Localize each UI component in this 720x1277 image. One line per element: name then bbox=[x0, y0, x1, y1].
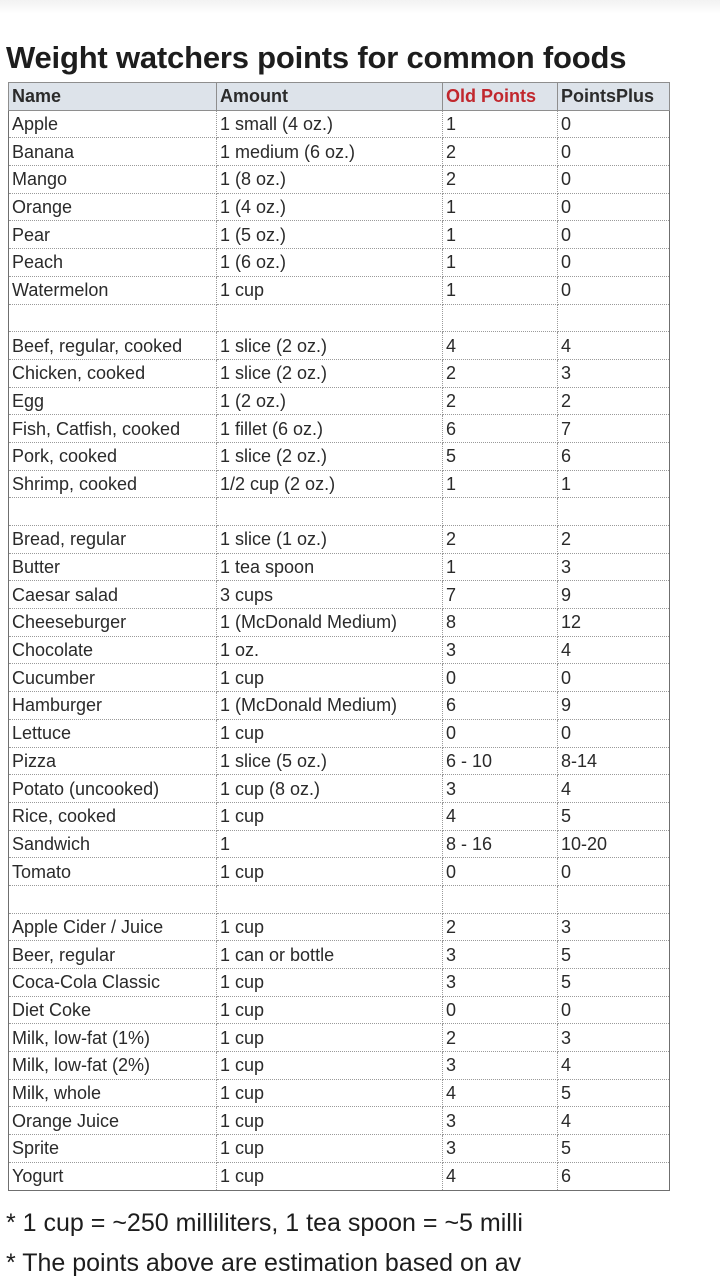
header-points-plus: PointsPlus bbox=[558, 83, 670, 111]
cell-points-plus: 0 bbox=[558, 719, 670, 747]
cell-amount: 1 cup bbox=[217, 1024, 443, 1052]
cell-old-points: 1 bbox=[443, 193, 558, 221]
cell-amount: 1 fillet (6 oz.) bbox=[217, 415, 443, 443]
table-row bbox=[9, 470, 670, 498]
points-table-wrap bbox=[8, 82, 669, 1191]
table-row bbox=[9, 1107, 670, 1135]
cell-old-points: 3 bbox=[443, 969, 558, 997]
cell-points-plus: 0 bbox=[558, 996, 670, 1024]
cell-points-plus: 4 bbox=[558, 1052, 670, 1080]
cell-name: Hamburger bbox=[9, 692, 217, 720]
table-row bbox=[9, 332, 670, 360]
table-row bbox=[9, 1024, 670, 1052]
cell-points-plus: 5 bbox=[558, 941, 670, 969]
cell-name: Sprite bbox=[9, 1135, 217, 1163]
cell-old-points: 1 bbox=[443, 470, 558, 498]
cell-points-plus: 6 bbox=[558, 442, 670, 470]
cell-name: Yogurt bbox=[9, 1162, 217, 1190]
table-row bbox=[9, 1079, 670, 1107]
cell-points-plus bbox=[558, 304, 670, 332]
cell-amount: 1 medium (6 oz.) bbox=[217, 138, 443, 166]
cell-old-points: 3 bbox=[443, 1107, 558, 1135]
cell-name: Pizza bbox=[9, 747, 217, 775]
cell-name: Rice, cooked bbox=[9, 802, 217, 830]
cell-amount: 1 cup bbox=[217, 1107, 443, 1135]
cell-points-plus: 0 bbox=[558, 249, 670, 277]
table-row bbox=[9, 304, 670, 332]
cell-points-plus: 9 bbox=[558, 692, 670, 720]
cell-old-points: 3 bbox=[443, 775, 558, 803]
table-row bbox=[9, 1052, 670, 1080]
cell-old-points: 2 bbox=[443, 913, 558, 941]
table-row bbox=[9, 636, 670, 664]
cell-old-points: 0 bbox=[443, 996, 558, 1024]
table-row bbox=[9, 415, 670, 443]
cell-points-plus: 3 bbox=[558, 359, 670, 387]
cell-amount: 1 (8 oz.) bbox=[217, 166, 443, 194]
cell-old-points: 2 bbox=[443, 359, 558, 387]
cell-amount: 1 (2 oz.) bbox=[217, 387, 443, 415]
footnote-2: * The points above are estimation based on av bbox=[6, 1249, 522, 1277]
cell-old-points: 2 bbox=[443, 1024, 558, 1052]
cell-amount: 1 cup bbox=[217, 996, 443, 1024]
cell-amount: 1 small (4 oz.) bbox=[217, 110, 443, 138]
cell-points-plus: 0 bbox=[558, 276, 670, 304]
table-row bbox=[9, 747, 670, 775]
cell-old-points: 2 bbox=[443, 526, 558, 554]
cell-name bbox=[9, 304, 217, 332]
top-fade bbox=[0, 0, 720, 14]
cell-name: Sandwich bbox=[9, 830, 217, 858]
cell-old-points: 3 bbox=[443, 1052, 558, 1080]
cell-amount: 1 cup bbox=[217, 969, 443, 997]
cell-old-points: 4 bbox=[443, 332, 558, 360]
cell-old-points: 3 bbox=[443, 636, 558, 664]
footnote-1: * 1 cup = ~250 milliliters, 1 tea spoon = ~5 milli bbox=[6, 1209, 523, 1237]
cell-name: Caesar salad bbox=[9, 581, 217, 609]
table-row bbox=[9, 1135, 670, 1163]
cell-points-plus: 3 bbox=[558, 553, 670, 581]
cell-old-points: 4 bbox=[443, 1079, 558, 1107]
cell-amount: 1 cup bbox=[217, 276, 443, 304]
cell-old-points: 0 bbox=[443, 664, 558, 692]
table-row bbox=[9, 221, 670, 249]
header-name: Name bbox=[9, 83, 217, 111]
cell-points-plus: 2 bbox=[558, 387, 670, 415]
cell-name: Beef, regular, cooked bbox=[9, 332, 217, 360]
cell-old-points: 0 bbox=[443, 858, 558, 886]
cell-amount: 1 cup bbox=[217, 802, 443, 830]
cell-points-plus: 5 bbox=[558, 1079, 670, 1107]
table-row bbox=[9, 193, 670, 221]
cell-old-points: 3 bbox=[443, 1135, 558, 1163]
cell-old-points: 1 bbox=[443, 249, 558, 277]
cell-points-plus: 0 bbox=[558, 138, 670, 166]
cell-amount: 1 (6 oz.) bbox=[217, 249, 443, 277]
cell-old-points: 4 bbox=[443, 802, 558, 830]
cell-name: Pear bbox=[9, 221, 217, 249]
cell-name: Milk, low-fat (2%) bbox=[9, 1052, 217, 1080]
cell-amount: 1 cup bbox=[217, 858, 443, 886]
table-row bbox=[9, 775, 670, 803]
cell-name: Orange Juice bbox=[9, 1107, 217, 1135]
cell-points-plus bbox=[558, 498, 670, 526]
cell-name: Milk, whole bbox=[9, 1079, 217, 1107]
cell-old-points: 2 bbox=[443, 138, 558, 166]
cell-points-plus: 0 bbox=[558, 664, 670, 692]
table-body bbox=[9, 110, 670, 1190]
cell-old-points: 6 bbox=[443, 415, 558, 443]
cell-points-plus: 5 bbox=[558, 802, 670, 830]
cell-points-plus bbox=[558, 885, 670, 913]
points-table bbox=[8, 82, 670, 1191]
table-row bbox=[9, 387, 670, 415]
cell-points-plus: 3 bbox=[558, 913, 670, 941]
cell-old-points: 3 bbox=[443, 941, 558, 969]
cell-name: Diet Coke bbox=[9, 996, 217, 1024]
cell-points-plus: 0 bbox=[558, 166, 670, 194]
table-row bbox=[9, 581, 670, 609]
page-title: Weight watchers points for common foods bbox=[6, 40, 627, 75]
cell-points-plus: 3 bbox=[558, 1024, 670, 1052]
cell-name: Chicken, cooked bbox=[9, 359, 217, 387]
cell-amount: 1 oz. bbox=[217, 636, 443, 664]
cell-name: Cheeseburger bbox=[9, 609, 217, 637]
cell-points-plus: 2 bbox=[558, 526, 670, 554]
footnotes bbox=[6, 1203, 523, 1277]
cell-amount bbox=[217, 885, 443, 913]
table-row bbox=[9, 913, 670, 941]
table-row bbox=[9, 1162, 670, 1190]
cell-points-plus: 7 bbox=[558, 415, 670, 443]
table-row bbox=[9, 802, 670, 830]
cell-name: Apple Cider / Juice bbox=[9, 913, 217, 941]
cell-amount: 1 cup bbox=[217, 1135, 443, 1163]
cell-amount: 1 tea spoon bbox=[217, 553, 443, 581]
table-row bbox=[9, 249, 670, 277]
table-row bbox=[9, 498, 670, 526]
table-row bbox=[9, 719, 670, 747]
cell-name: Butter bbox=[9, 553, 217, 581]
header-amount: Amount bbox=[217, 83, 443, 111]
cell-amount: 1 slice (2 oz.) bbox=[217, 332, 443, 360]
cell-name: Apple bbox=[9, 110, 217, 138]
cell-name: Shrimp, cooked bbox=[9, 470, 217, 498]
cell-old-points: 5 bbox=[443, 442, 558, 470]
cell-points-plus: 4 bbox=[558, 332, 670, 360]
cell-points-plus: 0 bbox=[558, 221, 670, 249]
cell-name: Milk, low-fat (1%) bbox=[9, 1024, 217, 1052]
cell-points-plus: 1 bbox=[558, 470, 670, 498]
cell-points-plus: 4 bbox=[558, 1107, 670, 1135]
table-row bbox=[9, 442, 670, 470]
cell-amount: 1 cup bbox=[217, 1052, 443, 1080]
cell-name: Pork, cooked bbox=[9, 442, 217, 470]
cell-points-plus: 12 bbox=[558, 609, 670, 637]
cell-name: Mango bbox=[9, 166, 217, 194]
cell-points-plus: 4 bbox=[558, 636, 670, 664]
cell-amount: 1 slice (2 oz.) bbox=[217, 359, 443, 387]
cell-name bbox=[9, 498, 217, 526]
cell-name: Banana bbox=[9, 138, 217, 166]
table-row bbox=[9, 609, 670, 637]
cell-name: Orange bbox=[9, 193, 217, 221]
cell-name: Peach bbox=[9, 249, 217, 277]
cell-old-points: 1 bbox=[443, 110, 558, 138]
cell-old-points: 2 bbox=[443, 166, 558, 194]
table-row bbox=[9, 276, 670, 304]
cell-old-points: 6 - 10 bbox=[443, 747, 558, 775]
table-row bbox=[9, 969, 670, 997]
cell-old-points bbox=[443, 304, 558, 332]
cell-amount: 1 cup bbox=[217, 1079, 443, 1107]
table-row bbox=[9, 692, 670, 720]
cell-amount: 1 slice (5 oz.) bbox=[217, 747, 443, 775]
table-row bbox=[9, 138, 670, 166]
cell-amount: 1 (McDonald Medium) bbox=[217, 692, 443, 720]
table-row bbox=[9, 996, 670, 1024]
table-row bbox=[9, 166, 670, 194]
cell-amount bbox=[217, 498, 443, 526]
cell-old-points bbox=[443, 498, 558, 526]
cell-points-plus: 5 bbox=[558, 969, 670, 997]
cell-points-plus: 8-14 bbox=[558, 747, 670, 775]
cell-old-points: 6 bbox=[443, 692, 558, 720]
cell-amount: 1 slice (1 oz.) bbox=[217, 526, 443, 554]
cell-points-plus: 9 bbox=[558, 581, 670, 609]
cell-amount: 1 cup (8 oz.) bbox=[217, 775, 443, 803]
cell-amount: 3 cups bbox=[217, 581, 443, 609]
cell-points-plus: 4 bbox=[558, 775, 670, 803]
table-row bbox=[9, 858, 670, 886]
cell-amount: 1 cup bbox=[217, 719, 443, 747]
cell-amount: 1 (4 oz.) bbox=[217, 193, 443, 221]
cell-old-points: 4 bbox=[443, 1162, 558, 1190]
cell-name: Tomato bbox=[9, 858, 217, 886]
cell-points-plus: 5 bbox=[558, 1135, 670, 1163]
cell-amount: 1 (5 oz.) bbox=[217, 221, 443, 249]
table-row bbox=[9, 526, 670, 554]
cell-old-points: 0 bbox=[443, 719, 558, 747]
cell-name: Watermelon bbox=[9, 276, 217, 304]
cell-amount: 1 bbox=[217, 830, 443, 858]
table-row bbox=[9, 885, 670, 913]
table-row bbox=[9, 359, 670, 387]
cell-amount: 1 cup bbox=[217, 913, 443, 941]
cell-amount: 1 can or bottle bbox=[217, 941, 443, 969]
cell-points-plus: 0 bbox=[558, 110, 670, 138]
cell-old-points: 8 bbox=[443, 609, 558, 637]
cell-name bbox=[9, 885, 217, 913]
cell-old-points: 8 - 16 bbox=[443, 830, 558, 858]
cell-name: Coca-Cola Classic bbox=[9, 969, 217, 997]
cell-amount bbox=[217, 304, 443, 332]
cell-name: Potato (uncooked) bbox=[9, 775, 217, 803]
table-header-row bbox=[9, 83, 670, 111]
cell-old-points bbox=[443, 885, 558, 913]
cell-old-points: 7 bbox=[443, 581, 558, 609]
cell-amount: 1 cup bbox=[217, 664, 443, 692]
cell-points-plus: 0 bbox=[558, 858, 670, 886]
cell-amount: 1 cup bbox=[217, 1162, 443, 1190]
cell-old-points: 1 bbox=[443, 276, 558, 304]
header-old-points: Old Points bbox=[443, 83, 558, 111]
table-row bbox=[9, 110, 670, 138]
cell-name: Bread, regular bbox=[9, 526, 217, 554]
cell-points-plus: 0 bbox=[558, 193, 670, 221]
cell-amount: 1 (McDonald Medium) bbox=[217, 609, 443, 637]
cell-amount: 1/2 cup (2 oz.) bbox=[217, 470, 443, 498]
cell-old-points: 2 bbox=[443, 387, 558, 415]
cell-name: Egg bbox=[9, 387, 217, 415]
cell-name: Chocolate bbox=[9, 636, 217, 664]
cell-old-points: 1 bbox=[443, 221, 558, 249]
table-row bbox=[9, 830, 670, 858]
cell-amount: 1 slice (2 oz.) bbox=[217, 442, 443, 470]
cell-points-plus: 10-20 bbox=[558, 830, 670, 858]
cell-name: Beer, regular bbox=[9, 941, 217, 969]
table-row bbox=[9, 553, 670, 581]
cell-name: Lettuce bbox=[9, 719, 217, 747]
cell-name: Cucumber bbox=[9, 664, 217, 692]
cell-old-points: 1 bbox=[443, 553, 558, 581]
cell-name: Fish, Catfish, cooked bbox=[9, 415, 217, 443]
cell-points-plus: 6 bbox=[558, 1162, 670, 1190]
table-row bbox=[9, 664, 670, 692]
table-row bbox=[9, 941, 670, 969]
